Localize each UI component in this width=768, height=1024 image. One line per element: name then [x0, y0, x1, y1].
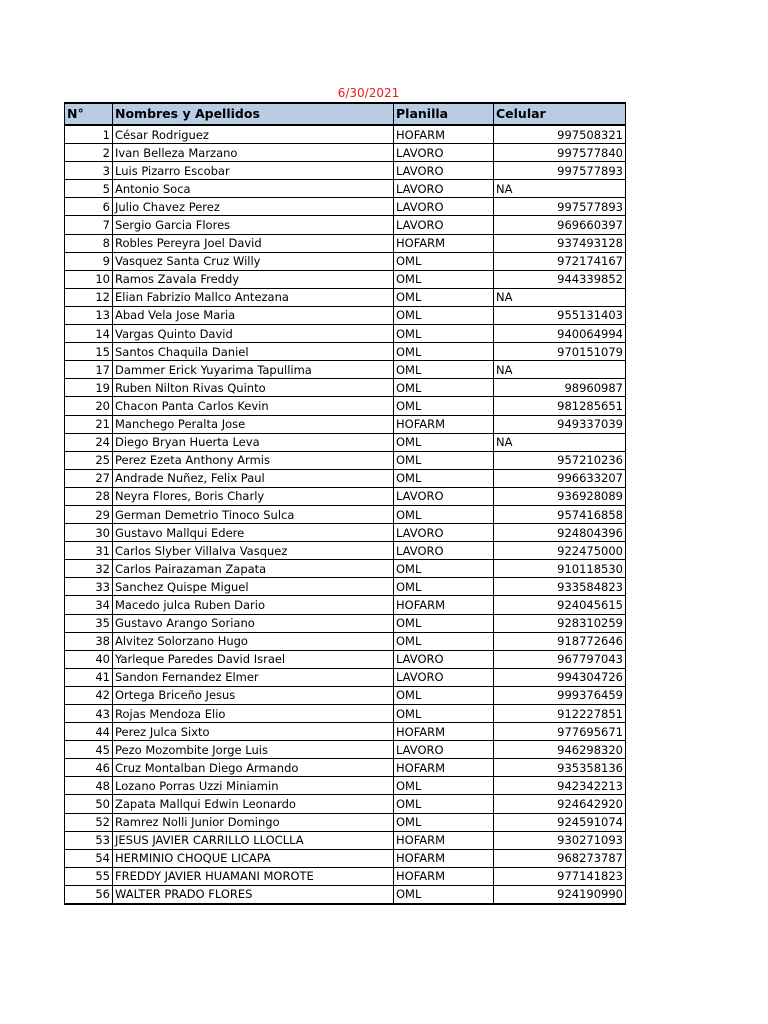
row-planilla: OML: [394, 885, 494, 904]
row-celular: NA: [494, 361, 626, 379]
table-row: [65, 560, 626, 578]
row-planilla: LAVORO: [394, 144, 494, 162]
row-number: 17: [65, 361, 113, 379]
row-number: 15: [65, 343, 113, 361]
row-planilla: OML: [394, 325, 494, 343]
table-row: [65, 180, 626, 198]
row-number: 6: [65, 198, 113, 216]
row-name: Ivan Belleza Marzano: [113, 144, 394, 162]
table-row: [65, 578, 626, 596]
table-row: [65, 542, 626, 560]
row-planilla: HOFARM: [394, 415, 494, 433]
row-celular: 955131403: [494, 306, 626, 324]
row-number: 9: [65, 252, 113, 270]
row-planilla: OML: [394, 252, 494, 270]
row-planilla: OML: [394, 270, 494, 288]
row-number: 12: [65, 288, 113, 306]
table-row: [65, 867, 626, 885]
row-name: César Rodriguez: [113, 125, 394, 144]
row-number: 19: [65, 379, 113, 397]
header-name: Nombres y Apellidos: [113, 103, 394, 125]
row-name: Sandon Fernandez Elmer: [113, 668, 394, 686]
row-number: 29: [65, 505, 113, 523]
row-celular: 957416858: [494, 505, 626, 523]
row-number: 38: [65, 632, 113, 650]
row-number: 32: [65, 560, 113, 578]
row-name: Ramrez Nolli Junior Domingo: [113, 813, 394, 831]
table-row: [65, 415, 626, 433]
table-row: [65, 234, 626, 252]
table-row: [65, 252, 626, 270]
row-planilla: LAVORO: [394, 650, 494, 668]
table-row: [65, 379, 626, 397]
table-row: [65, 686, 626, 704]
row-celular: NA: [494, 433, 626, 451]
table-row: [65, 270, 626, 288]
table-row: [65, 451, 626, 469]
row-planilla: OML: [394, 578, 494, 596]
row-planilla: OML: [394, 397, 494, 415]
row-planilla: OML: [394, 614, 494, 632]
row-name: Ruben Nilton Rivas Quinto: [113, 379, 394, 397]
row-name: Gustavo Mallqui Edere: [113, 524, 394, 542]
row-celular: 924642920: [494, 795, 626, 813]
table-row: [65, 723, 626, 741]
table-row: [65, 343, 626, 361]
row-celular: 910118530: [494, 560, 626, 578]
table-row: [65, 505, 626, 523]
row-planilla: LAVORO: [394, 180, 494, 198]
row-planilla: OML: [394, 433, 494, 451]
row-name: Ramos Zavala Freddy: [113, 270, 394, 288]
row-name: Sergio Garcia Flores: [113, 216, 394, 234]
row-planilla: OML: [394, 505, 494, 523]
row-planilla: OML: [394, 686, 494, 704]
row-celular: 967797043: [494, 650, 626, 668]
row-number: 42: [65, 686, 113, 704]
row-celular: 949337039: [494, 415, 626, 433]
row-name: Yarleque Paredes David Israel: [113, 650, 394, 668]
row-planilla: OML: [394, 813, 494, 831]
row-celular: 957210236: [494, 451, 626, 469]
row-name: JESUS JAVIER CARRILLO LLOCLLA: [113, 831, 394, 849]
row-number: 46: [65, 759, 113, 777]
header-planilla: Planilla: [394, 103, 494, 125]
table-row: [65, 614, 626, 632]
table-row: [65, 705, 626, 723]
row-name: Perez Ezeta Anthony Armis: [113, 451, 394, 469]
row-celular: 98960987: [494, 379, 626, 397]
row-planilla: OML: [394, 560, 494, 578]
row-planilla: OML: [394, 777, 494, 795]
row-number: 7: [65, 216, 113, 234]
row-planilla: LAVORO: [394, 668, 494, 686]
table-row: [65, 741, 626, 759]
table-row: [65, 125, 626, 144]
row-number: 10: [65, 270, 113, 288]
row-number: 31: [65, 542, 113, 560]
row-name: Diego Bryan Huerta Leva: [113, 433, 394, 451]
header-celular: Celular: [494, 103, 626, 125]
row-celular: 977141823: [494, 867, 626, 885]
row-number: 5: [65, 180, 113, 198]
row-number: 8: [65, 234, 113, 252]
table-row: [65, 831, 626, 849]
row-celular: 942342213: [494, 777, 626, 795]
row-planilla: LAVORO: [394, 741, 494, 759]
row-planilla: OML: [394, 288, 494, 306]
row-name: Vasquez Santa Cruz Willy: [113, 252, 394, 270]
row-planilla: HOFARM: [394, 125, 494, 144]
row-planilla: OML: [394, 343, 494, 361]
row-number: 56: [65, 885, 113, 904]
row-number: 14: [65, 325, 113, 343]
row-name: Manchego Peralta Jose: [113, 415, 394, 433]
row-celular: 930271093: [494, 831, 626, 849]
row-planilla: LAVORO: [394, 162, 494, 180]
row-celular: 969660397: [494, 216, 626, 234]
row-number: 33: [65, 578, 113, 596]
row-name: Pezo Mozombite Jorge Luis: [113, 741, 394, 759]
row-name: Carlos Slyber Villalva Vasquez: [113, 542, 394, 560]
row-number: 25: [65, 451, 113, 469]
row-name: Gustavo Arango Soriano: [113, 614, 394, 632]
row-number: 20: [65, 397, 113, 415]
row-celular: 933584823: [494, 578, 626, 596]
table-row: [65, 524, 626, 542]
row-celular: 970151079: [494, 343, 626, 361]
row-planilla: HOFARM: [394, 234, 494, 252]
row-celular: 937493128: [494, 234, 626, 252]
row-celular: 924591074: [494, 813, 626, 831]
row-name: German Demetrio Tinoco Sulca: [113, 505, 394, 523]
row-celular: 922475000: [494, 542, 626, 560]
row-number: 41: [65, 668, 113, 686]
row-number: 54: [65, 849, 113, 867]
table-row: [65, 162, 626, 180]
row-celular: 924045615: [494, 596, 626, 614]
row-number: 13: [65, 306, 113, 324]
row-planilla: LAVORO: [394, 542, 494, 560]
row-name: Robles Pereyra Joel David: [113, 234, 394, 252]
table-row: [65, 325, 626, 343]
table-row: [65, 144, 626, 162]
row-celular: 977695671: [494, 723, 626, 741]
employee-table: [64, 102, 626, 905]
row-name: Abad Vela Jose Maria: [113, 306, 394, 324]
row-celular: 997577893: [494, 162, 626, 180]
row-name: Julio Chavez Perez: [113, 198, 394, 216]
row-celular: 972174167: [494, 252, 626, 270]
row-name: Ortega Briceño Jesus: [113, 686, 394, 704]
table-row: [65, 650, 626, 668]
row-celular: 924804396: [494, 524, 626, 542]
table-row: [65, 813, 626, 831]
row-number: 35: [65, 614, 113, 632]
row-number: 53: [65, 831, 113, 849]
sheet-date: 6/30/2021: [337, 86, 400, 100]
row-celular: 940064994: [494, 325, 626, 343]
row-planilla: HOFARM: [394, 831, 494, 849]
table-row: [65, 885, 626, 904]
table-row: [65, 306, 626, 324]
row-celular: 994304726: [494, 668, 626, 686]
row-celular: 946298320: [494, 741, 626, 759]
row-name: FREDDY JAVIER HUAMANI MOROTE: [113, 867, 394, 885]
row-name: Rojas Mendoza Elio: [113, 705, 394, 723]
row-name: WALTER PRADO FLORES: [113, 885, 394, 904]
table-row: [65, 759, 626, 777]
row-name: Alvitez Solorzano Hugo: [113, 632, 394, 650]
row-planilla: HOFARM: [394, 723, 494, 741]
row-name: Zapata Mallqui Edwin Leonardo: [113, 795, 394, 813]
row-number: 28: [65, 487, 113, 505]
row-planilla: LAVORO: [394, 524, 494, 542]
row-name: Neyra Flores, Boris Charly: [113, 487, 394, 505]
row-name: Vargas Quinto David: [113, 325, 394, 343]
row-celular: 924190990: [494, 885, 626, 904]
row-number: 55: [65, 867, 113, 885]
row-planilla: OML: [394, 795, 494, 813]
row-name: Elian Fabrizio Mallco Antezana: [113, 288, 394, 306]
row-name: Perez Julca Sixto: [113, 723, 394, 741]
row-number: 24: [65, 433, 113, 451]
table-row: [65, 487, 626, 505]
table-row: [65, 668, 626, 686]
row-name: Carlos Pairazaman Zapata: [113, 560, 394, 578]
row-number: 1: [65, 125, 113, 144]
table-row: [65, 361, 626, 379]
row-planilla: OML: [394, 451, 494, 469]
row-planilla: LAVORO: [394, 487, 494, 505]
row-name: Sanchez Quispe Miguel: [113, 578, 394, 596]
row-number: 2: [65, 144, 113, 162]
row-number: 52: [65, 813, 113, 831]
table-row: [65, 596, 626, 614]
table-row: [65, 216, 626, 234]
table-row: [65, 469, 626, 487]
row-name: Luis Pizarro Escobar: [113, 162, 394, 180]
table-row: [65, 288, 626, 306]
row-number: 50: [65, 795, 113, 813]
row-planilla: HOFARM: [394, 596, 494, 614]
row-celular: 912227851: [494, 705, 626, 723]
row-planilla: OML: [394, 379, 494, 397]
table-row: [65, 632, 626, 650]
row-planilla: OML: [394, 705, 494, 723]
row-name: Cruz Montalban Diego Armando: [113, 759, 394, 777]
row-name: Lozano Porras Uzzi Miniamin: [113, 777, 394, 795]
table-row: [65, 777, 626, 795]
row-number: 40: [65, 650, 113, 668]
row-celular: 996633207: [494, 469, 626, 487]
row-planilla: HOFARM: [394, 849, 494, 867]
table-header-row: [65, 103, 626, 125]
row-celular: 968273787: [494, 849, 626, 867]
row-celular: 928310259: [494, 614, 626, 632]
row-number: 43: [65, 705, 113, 723]
row-name: Chacon Panta Carlos Kevin: [113, 397, 394, 415]
row-number: 48: [65, 777, 113, 795]
row-celular: 981285651: [494, 397, 626, 415]
row-number: 30: [65, 524, 113, 542]
table-row: [65, 397, 626, 415]
row-name: Dammer Erick Yuyarima Tapullima: [113, 361, 394, 379]
row-number: 34: [65, 596, 113, 614]
row-number: 27: [65, 469, 113, 487]
row-celular: 918772646: [494, 632, 626, 650]
row-celular: 936928089: [494, 487, 626, 505]
row-celular: 997577893: [494, 198, 626, 216]
row-planilla: OML: [394, 632, 494, 650]
table-row: [65, 849, 626, 867]
table-row: [65, 795, 626, 813]
row-planilla: OML: [394, 469, 494, 487]
row-name: Macedo julca Ruben Dario: [113, 596, 394, 614]
row-celular: 997508321: [494, 125, 626, 144]
table-row: [65, 198, 626, 216]
row-celular: NA: [494, 180, 626, 198]
row-celular: 997577840: [494, 144, 626, 162]
row-planilla: OML: [394, 361, 494, 379]
row-number: 45: [65, 741, 113, 759]
row-name: Andrade Nuñez, Felix Paul: [113, 469, 394, 487]
row-planilla: HOFARM: [394, 759, 494, 777]
row-planilla: LAVORO: [394, 198, 494, 216]
row-celular: 944339852: [494, 270, 626, 288]
table-row: [65, 433, 626, 451]
row-name: HERMINIO CHOQUE LICAPA: [113, 849, 394, 867]
row-name: Santos Chaquila Daniel: [113, 343, 394, 361]
row-name: Antonio Soca: [113, 180, 394, 198]
row-celular: 999376459: [494, 686, 626, 704]
row-planilla: HOFARM: [394, 867, 494, 885]
row-number: 21: [65, 415, 113, 433]
row-celular: NA: [494, 288, 626, 306]
row-planilla: LAVORO: [394, 216, 494, 234]
row-celular: 935358136: [494, 759, 626, 777]
row-number: 3: [65, 162, 113, 180]
row-number: 44: [65, 723, 113, 741]
table-body: [65, 125, 626, 904]
header-number: N°: [65, 103, 113, 125]
row-planilla: OML: [394, 306, 494, 324]
